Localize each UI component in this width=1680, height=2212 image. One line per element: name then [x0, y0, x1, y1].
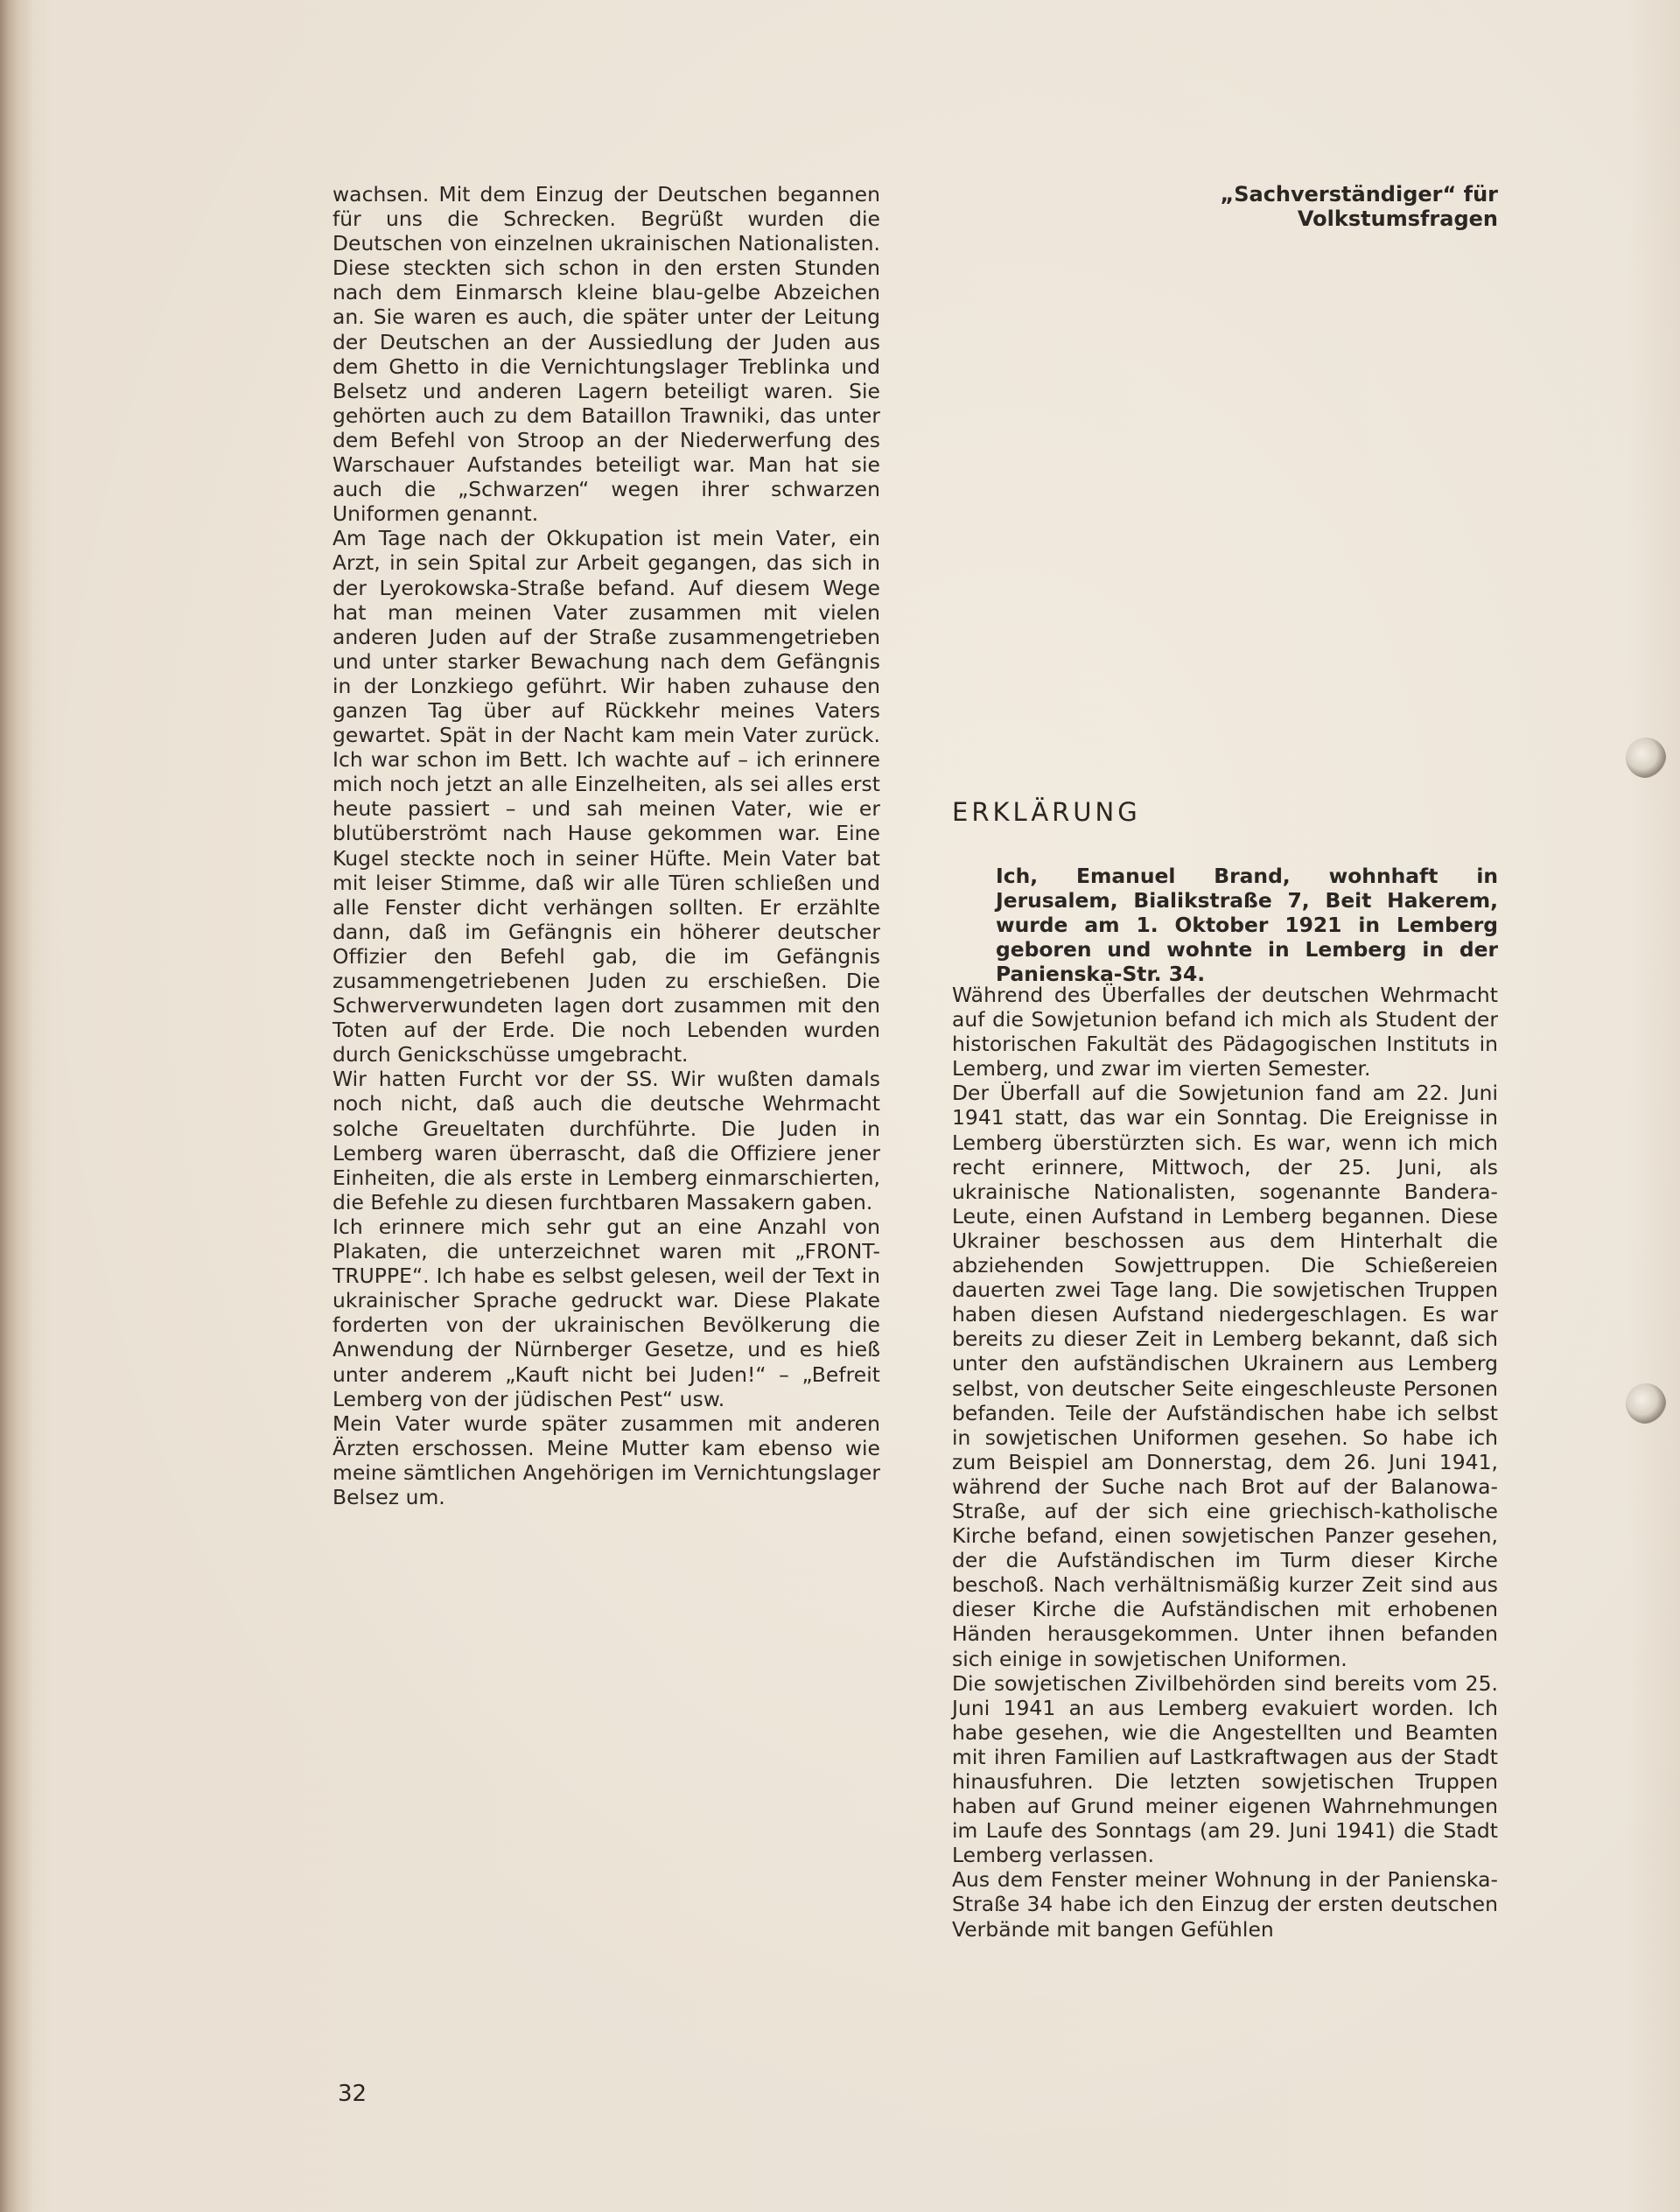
punch-hole-icon: [1626, 738, 1666, 778]
left-paragraph-2: Am Tage nach der Okkupation ist mein Vater, ein Arzt, in sein Spital zur Arbeit gegangen, das sich in der Lyerokowska-Straße befand. Auf diesem Wege hat man meinen Vater zusammen mit vielen anderen Juden auf der Straße zusammengetrieben und unter starker Bewachung nach dem Gefängnis in der Lonzkiego geführt. Wir haben zuhause den ganzen Tag über auf Rückkehr meines Vaters gewartet. Spät in der Nacht kam mein Vater zurück. Ich war schon im Bett. Ich wachte auf – ich erinnere mich noch jetzt an alle Einzelheiten, als sei alles erst heute passiert – und sah meinen Vater, wie er blutüberströmt nach Hause gekommen war. Eine Kugel steckte noch in seiner Hüfte. Mein Vater bat mit leiser Stimme, daß wir alle Türen schließen und alle Fenster dicht verhängen sollten. Er erzählte dann, daß im Gefängnis ein höherer deutscher Offizier den Befehl gab, die im Gefängnis zusammengetriebenen Juden zu erschießen. Die Schwerverwundeten lagen dort zusammen mit den Toten auf der Erde. Die noch Lebenden wurden durch Genickschüsse umgebracht.: [332, 526, 880, 1068]
punch-hole-icon: [1626, 1383, 1666, 1424]
left-text-column: [332, 182, 880, 1509]
page-binding-edge: [0, 0, 33, 2212]
left-paragraph-1: wachsen. Mit dem Einzug der Deutschen begannen für uns die Schrecken. Begrüßt wurden die Deutschen von einzelnen ukrainischen Nationalisten. Diese steckten sich schon in den ersten Stunden nach dem Einmarsch kleine blau-gelbe Abzeichen an. Sie waren es auch, die später unter der Leitung der Deutschen an der Aussiedlung der Juden aus dem Ghetto in die Vernichtungslager Treblinka und Belsetz und anderen Lagern beteiligt waren. Sie gehörten auch zu dem Bataillon Trawniki, das unter dem Befehl von Stroop an der Niederwerfung des Warschauer Aufstandes beteiligt war. Man hat sie auch die „Schwarzen“ wegen ihrer schwarzen Uniformen genannt.: [332, 182, 880, 527]
declaration-intro: Ich, Emanuel Brand, wohnhaft in Jerusalem, Bialikstraße 7, Beit Hakerem, wurde am 1. Oktober 1921 in Lemberg geboren und wohnte in Lemberg in der Panienska-Str. 34.: [996, 864, 1498, 987]
section-heading: ERKLÄRUNG: [952, 797, 1141, 827]
left-paragraph-4: Ich erinnere mich sehr gut an eine Anzahl von Plakaten, die unterzeichnet waren mit „FRONT-TRUPPE“. Ich habe es selbst gelesen, weil der Text in ukrainischer Sprache gedruckt war. Diese Plakate forderten von der ukrainischen Bevölkerung die Anwendung der Nürnberger Gesetze, und es hieß unter anderem „Kauft nicht bei Juden!“ – „Befreit Lemberg von der jüdischen Pest“ usw.: [332, 1214, 880, 1411]
left-paragraph-3: Wir hatten Furcht vor der SS. Wir wußten damals noch nicht, daß auch die deutsche Wehrmacht solche Greueltaten durchführte. Die Juden in Lemberg waren überrascht, daß die Offiziere jener Einheiten, die als erste in Lemberg einmarschierten, die Befehle zu diesen furchtbaren Massakern gaben.: [332, 1067, 880, 1214]
right-paragraph-3: Die sowjetischen Zivilbehörden sind bereits vom 25. Juni 1941 an aus Lemberg evakuiert worden. Ich habe gesehen, wie die Angestellten und Beamten mit ihren Familien auf Lastkraftwagen aus der Stadt hinausfuhren. Die letzten sowjetischen Truppen haben auf Grund meiner eigenen Wahrnehmungen im Laufe des Sonntags (am 29. Juni 1941) die Stadt Lemberg verlassen.: [952, 1670, 1498, 1868]
right-paragraph-2: Der Überfall auf die Sowjetunion fand am 22. Juni 1941 statt, das war ein Sonntag. Die Ereignisse in Lemberg überstürzten sich. Es war, wenn ich mich recht erinnere, Mittwoch, der 25. Juni, als ukrainische Nationalisten, sogenannte Bandera-Leute, einen Aufstand in Lemberg begannen. Diese Ukrainer beschossen aus dem Hinterhalt die abziehenden Sowjettruppen. Die Schießereien dauerten zwei Tage lang. Die sowjetischen Truppen haben diesen Aufstand niedergeschlagen. Es war bereits zu dieser Zeit in Lemberg bekannt, daß sich unter den aufständischen Ukrainern aus Lemberg selbst, von deutscher Seite eingeschleuste Personen befanden. Teile der Aufständischen habe ich selbst in sowjetischen Uniformen gesehen. So habe ich zum Beispiel am Donnerstag, dem 26. Juni 1941, während der Suche nach Brot auf der Balanowa-Straße, auf der sich eine griechisch-katholische Kirche befand, einen sowjetischen Panzer gesehen, der die Aufständischen im Turm dieser Kirche beschoß. Nach verhältnismäßig kurzer Zeit sind aus dieser Kirche die Aufständischen mit erhobenen Händen herausgekommen. Unter ihnen befanden sich einige in sowjetischen Uniformen.: [952, 1081, 1498, 1671]
right-text-column: [952, 983, 1498, 1942]
left-paragraph-5: Mein Vater wurde später zusammen mit anderen Ärzten erschossen. Meine Mutter kam ebenso wie meine sämtlichen Angehörigen im Vernichtungslager Belsez um.: [332, 1410, 880, 1509]
page-number: 32: [338, 2081, 368, 2107]
right-paragraph-1: Während des Überfalles der deutschen Wehrmacht auf die Sowjetunion befand ich mich als Student der historischen Fakultät des Pädagogischen Instituts in Lemberg, und zwar im vierten Semester.: [952, 983, 1498, 1082]
right-paragraph-4: Aus dem Fenster meiner Wohnung in der Panienska-Straße 34 habe ich den Einzug der ersten deutschen Verbände mit bangen Gefühlen: [952, 1867, 1498, 1942]
running-header-title: „Sachverständiger“ für Volkstumsfragen: [1220, 182, 1498, 231]
